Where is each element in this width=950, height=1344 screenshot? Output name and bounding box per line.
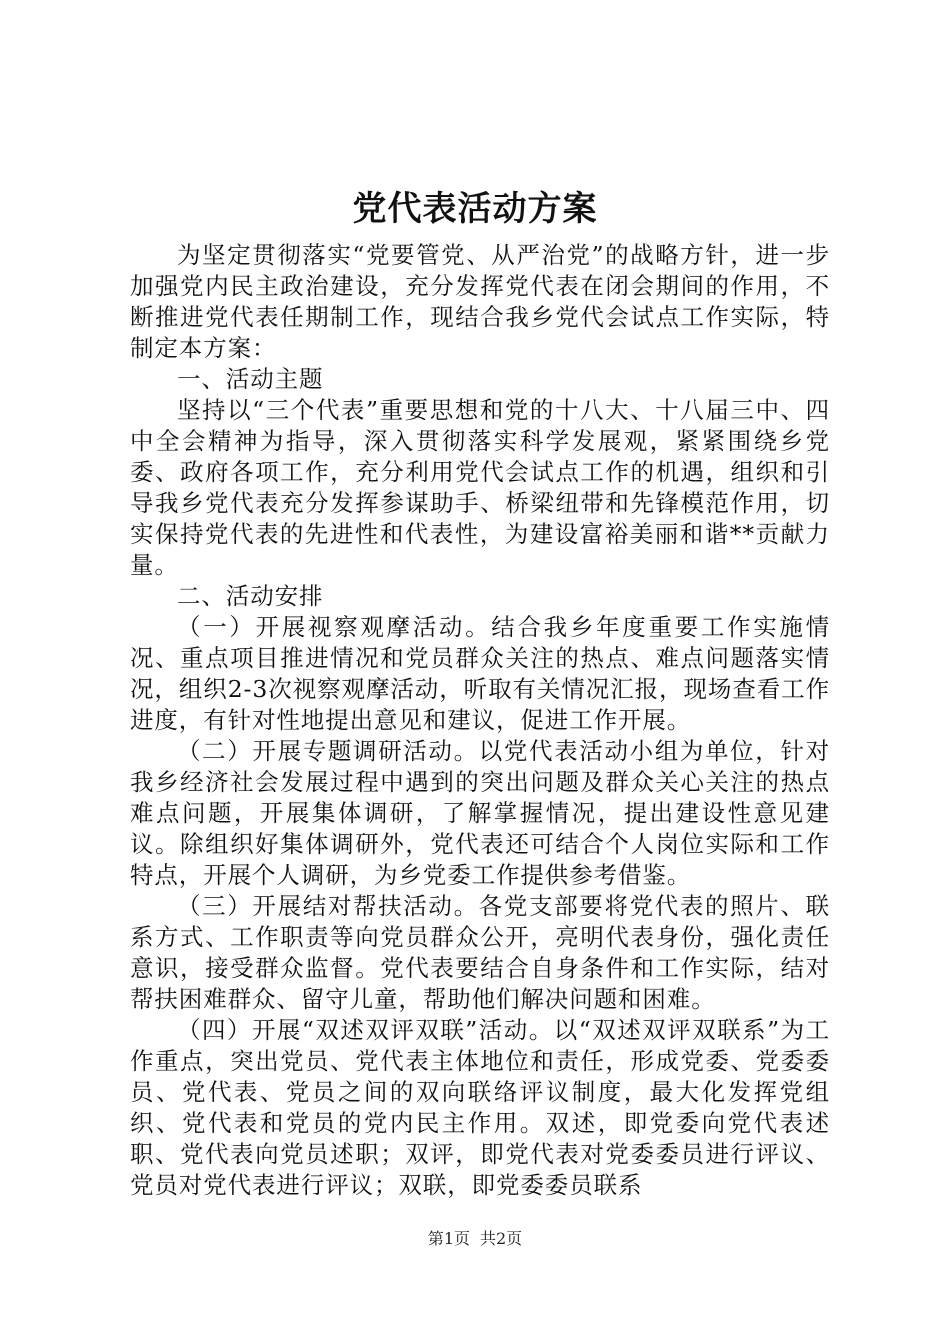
theme-paragraph: 坚持以“三个代表”重要思想和党的十八大、十八届三中、四中全会精神为指导，深入贯彻落实科学发展观，紧紧围绕乡党委、政府各项工作，充分利用党代会试点工作的机遇，组织和引导我乡党代表充分发挥参谋助手、桥梁纽带和先锋模范作用，切实保持党代表的先进性和代表性，为建设富裕美丽和谐**贡献力量。: [130, 396, 830, 579]
document-body: [130, 240, 830, 1201]
page-footer: [0, 1228, 950, 1250]
intro-paragraph: 为坚定贯彻落实“党要管党、从严治党”的战略方针，进一步加强党内民主政治建设，充分发挥党代表在闭会期间的作用，不断推进党代表任期制工作，现结合我乡党代会试点工作实际，特制定本方案：: [130, 241, 830, 362]
arrangement-item-4: （四）开展“双述双评双联”活动。以“双述双评双联系”为工作重点，突出党员、党代表主体地位和责任，形成党委、党委委员、党代表、党员之间的双向联络评议制度，最大化发挥党组织、党代表和党员的党内民主作用。双述，即党委向党代表述职、党代表向党员述职；双评，即党代表对党委委员进行评议、党员对党代表进行评议；双联，即党委委员联系: [130, 1016, 830, 1199]
page-total: 共2页: [480, 1229, 523, 1248]
arrangement-item-2: （二）开展专题调研活动。以党代表活动小组为单位，针对我乡经济社会发展过程中遇到的突出问题及群众关心关注的热点难点问题，开展集体调研，了解掌握情况，提出建设性意见建议。除组织好集体调研外，党代表还可结合个人岗位实际和工作特点，开展个人调研，为乡党委工作提供参考借鉴。: [130, 737, 830, 889]
page-number: 第1页: [427, 1229, 470, 1248]
section-heading-theme: 一、活动主题: [177, 365, 324, 393]
section-heading-arrangement: 二、活动安排: [177, 582, 324, 610]
document-title: 党代表活动方案: [352, 189, 598, 229]
arrangement-item-1: （一）开展视察观摩活动。结合我乡年度重要工作实施情况、重点项目推进情况和党员群众关注的热点、难点问题落实情况，组织2-3次视察观摩活动，听取有关情况汇报，现场查看工作进度，有针对性地提出意见和建议，促进工作开展。: [130, 613, 830, 734]
arrangement-item-3: （三）开展结对帮扶活动。各党支部要将党代表的照片、联系方式、工作职责等向党员群众公开，亮明代表身份，强化责任意识，接受群众监督。党代表要结合自身条件和工作实际，结对帮扶困难群众、留守儿童，帮助他们解决问题和困难。: [130, 892, 830, 1013]
